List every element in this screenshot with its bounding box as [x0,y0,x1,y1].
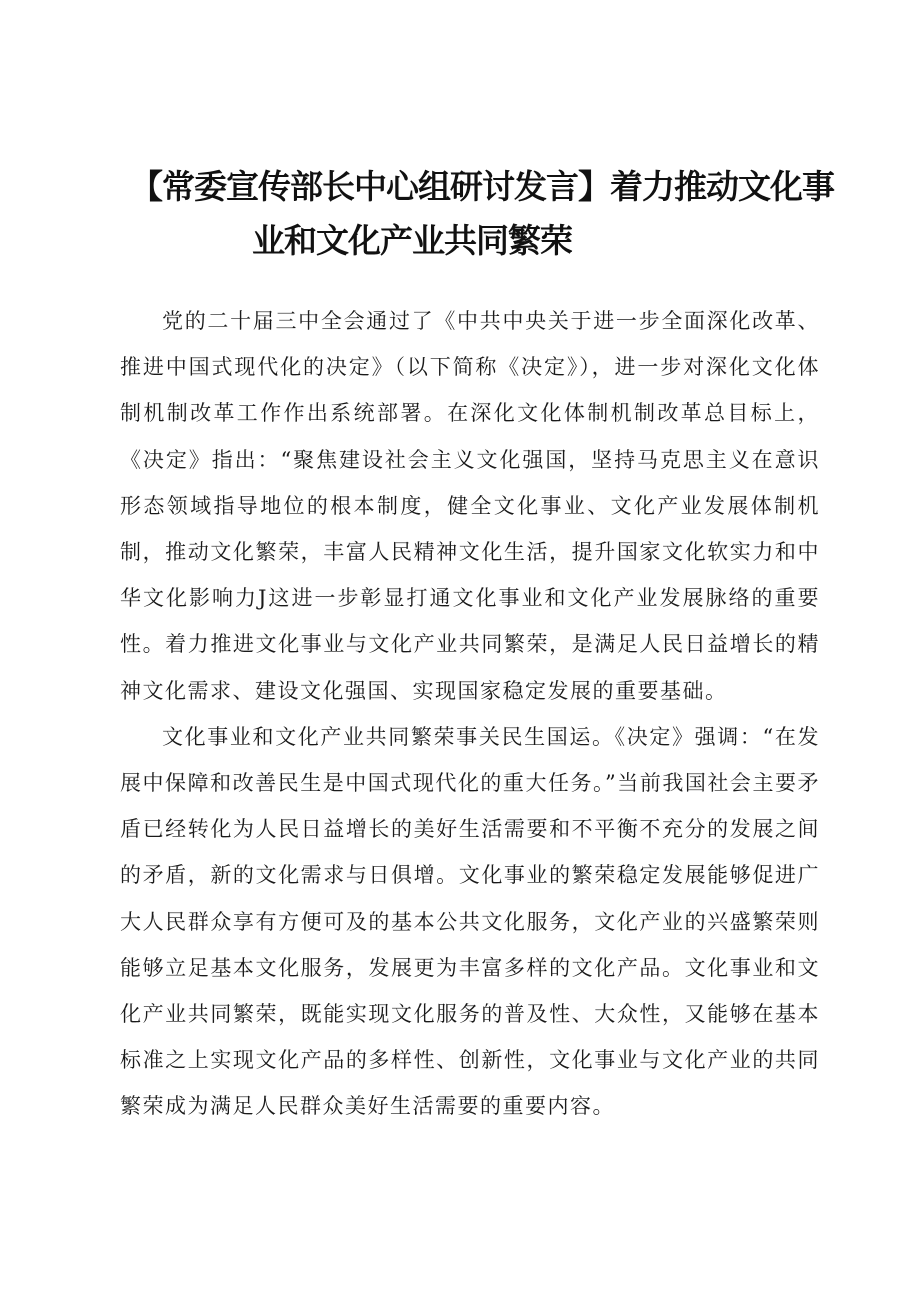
paragraph-2: 文化事业和文化产业共同繁荣事关民生国运。《决定》强调：“在发展中保障和改善民生是中国式现代化的重大任务。”当前我国社会主要矛盾已经转化为人民日益增长的美好生活需要和不平衡不充分的发展之间的矛盾，新的文化需求与日俱增。文化事业的繁荣稳定发展能够促进广大人民群众享有方便可及的基本公共文化服务，文化产业的兴盛繁荣则能够立足基本文化服务，发展更为丰富多样的文化产品。文化事业和文化产业共同繁荣，既能实现文化服务的普及性、大众性，又能够在基本标准之上实现文化产品的多样性、创新性，文化事业与文化产业的共同繁荣成为满足人民群众美好生活需要的重要内容。 [120,724,820,1119]
paragraph-1: 党的二十届三中全会通过了《中共中央关于进一步全面深化改革、推进中国式现代化的决定》（以下简称《决定》），进一步对深化文化体制机制改革工作作出系统部署。在深化文化体制机制改革总目标上，《决定》指出：“聚焦建设社会主义文化强国，坚持马克思主义在意识形态领域指导地位的根本制度，健全文化事业、文化产业发展体制机制，推动文化繁荣，丰富人民精神文化生活，提升国家文化软实力和中华文化影响力J这进一步彰显打通文化事业和文化产业发展脉络的重要性。着力推进文化事业与文化产业共同繁荣，是满足人民日益增长的精神文化需求、建设文化强国、实现国家稳定发展的重要基础。 [120,309,820,703]
title-line-2: 业和文化产业共同繁荣 [252,221,572,260]
document-title [130,160,834,268]
document-body [120,298,820,1130]
title-line-1: 【常委宣传部长中心组研讨发言】着力推动文化事 [130,167,834,206]
